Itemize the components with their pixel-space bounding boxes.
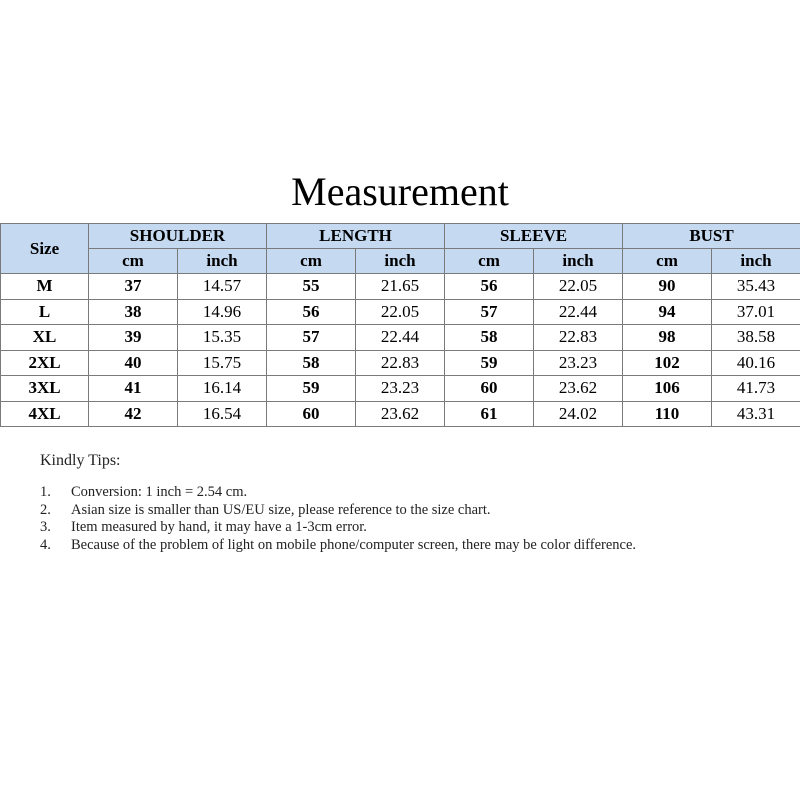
sleeve-cm-cell: 61 — [445, 401, 534, 427]
size-cell: 2XL — [1, 350, 89, 376]
shoulder-cm-cell: 37 — [89, 274, 178, 300]
unit-header: cm — [623, 249, 712, 274]
kindly-tips — [40, 452, 780, 554]
bust-cm-cell: 110 — [623, 401, 712, 427]
bust-cm-cell: 102 — [623, 350, 712, 376]
tip-text: Because of the problem of light on mobile phone/computer screen, there may be color difference. — [71, 536, 637, 553]
bust-cm-cell: 98 — [623, 325, 712, 351]
length-cm-cell: 56 — [267, 299, 356, 325]
length-inch-cell: 22.05 — [356, 299, 445, 325]
tip-item — [40, 519, 780, 537]
shoulder-inch-cell: 14.57 — [178, 274, 267, 300]
tip-number: 2. — [40, 501, 51, 518]
length-cm-cell: 57 — [267, 325, 356, 351]
shoulder-inch-cell: 15.35 — [178, 325, 267, 351]
shoulder-cm-cell: 38 — [89, 299, 178, 325]
sleeve-cm-cell: 60 — [445, 376, 534, 402]
tip-text: Asian size is smaller than US/EU size, please reference to the size chart. — [71, 501, 491, 518]
table-row — [1, 401, 800, 427]
group-header-length: LENGTH — [267, 224, 445, 249]
shoulder-inch-cell: 16.14 — [178, 376, 267, 402]
table-row — [1, 376, 800, 402]
tips-list — [40, 484, 780, 554]
bust-inch-cell: 40.16 — [712, 350, 800, 376]
tip-number: 1. — [40, 484, 51, 500]
size-cell: M — [1, 274, 89, 300]
length-cm-cell: 58 — [267, 350, 356, 376]
sleeve-cm-cell: 56 — [445, 274, 534, 300]
shoulder-inch-cell: 15.75 — [178, 350, 267, 376]
table-row — [1, 350, 800, 376]
shoulder-cm-cell: 40 — [89, 350, 178, 376]
sleeve-inch-cell: 23.62 — [534, 376, 623, 402]
shoulder-inch-cell: 16.54 — [178, 401, 267, 427]
tip-item — [40, 537, 780, 555]
size-chart-table — [0, 223, 800, 427]
sleeve-inch-cell: 22.44 — [534, 299, 623, 325]
tip-item — [40, 484, 780, 502]
unit-header: cm — [445, 249, 534, 274]
length-inch-cell: 23.62 — [356, 401, 445, 427]
bust-inch-cell: 37.01 — [712, 299, 800, 325]
unit-header-row — [1, 249, 800, 274]
size-cell: XL — [1, 325, 89, 351]
length-inch-cell: 21.65 — [356, 274, 445, 300]
tip-number: 3. — [40, 519, 51, 535]
tip-number: 4. — [40, 536, 51, 553]
sleeve-inch-cell: 23.23 — [534, 350, 623, 376]
unit-header: cm — [267, 249, 356, 274]
bust-inch-cell: 35.43 — [712, 274, 800, 300]
sleeve-inch-cell: 24.02 — [534, 401, 623, 427]
group-header-bust: BUST — [623, 224, 800, 249]
length-inch-cell: 22.44 — [356, 325, 445, 351]
tip-item — [40, 502, 780, 520]
size-header: Size — [1, 224, 89, 274]
table-row — [1, 274, 800, 300]
unit-header: inch — [712, 249, 800, 274]
bust-cm-cell: 106 — [623, 376, 712, 402]
bust-cm-cell: 90 — [623, 274, 712, 300]
sleeve-inch-cell: 22.05 — [534, 274, 623, 300]
length-inch-cell: 22.83 — [356, 350, 445, 376]
group-header-shoulder: SHOULDER — [89, 224, 267, 249]
size-cell: 4XL — [1, 401, 89, 427]
bust-inch-cell: 43.31 — [712, 401, 800, 427]
page-title: Measurement — [291, 169, 509, 214]
unit-header: inch — [356, 249, 445, 274]
unit-header: cm — [89, 249, 178, 274]
sleeve-cm-cell: 57 — [445, 299, 534, 325]
sleeve-cm-cell: 59 — [445, 350, 534, 376]
shoulder-cm-cell: 42 — [89, 401, 178, 427]
table-row — [1, 325, 800, 351]
table-row — [1, 299, 800, 325]
sleeve-inch-cell: 22.83 — [534, 325, 623, 351]
length-cm-cell: 55 — [267, 274, 356, 300]
shoulder-cm-cell: 41 — [89, 376, 178, 402]
tip-text: Item measured by hand, it may have a 1-3cm error. — [71, 519, 367, 535]
tip-text: Conversion: 1 inch = 2.54 cm. — [71, 484, 248, 500]
bust-inch-cell: 41.73 — [712, 376, 800, 402]
length-cm-cell: 60 — [267, 401, 356, 427]
length-cm-cell: 59 — [267, 376, 356, 402]
tips-title: Kindly Tips: — [40, 452, 121, 469]
shoulder-inch-cell: 14.96 — [178, 299, 267, 325]
sleeve-cm-cell: 58 — [445, 325, 534, 351]
group-header-sleeve: SLEEVE — [445, 224, 623, 249]
shoulder-cm-cell: 39 — [89, 325, 178, 351]
size-cell: 3XL — [1, 376, 89, 402]
unit-header: inch — [178, 249, 267, 274]
bust-cm-cell: 94 — [623, 299, 712, 325]
unit-header: inch — [534, 249, 623, 274]
group-header-row — [1, 224, 800, 249]
length-inch-cell: 23.23 — [356, 376, 445, 402]
bust-inch-cell: 38.58 — [712, 325, 800, 351]
size-cell: L — [1, 299, 89, 325]
